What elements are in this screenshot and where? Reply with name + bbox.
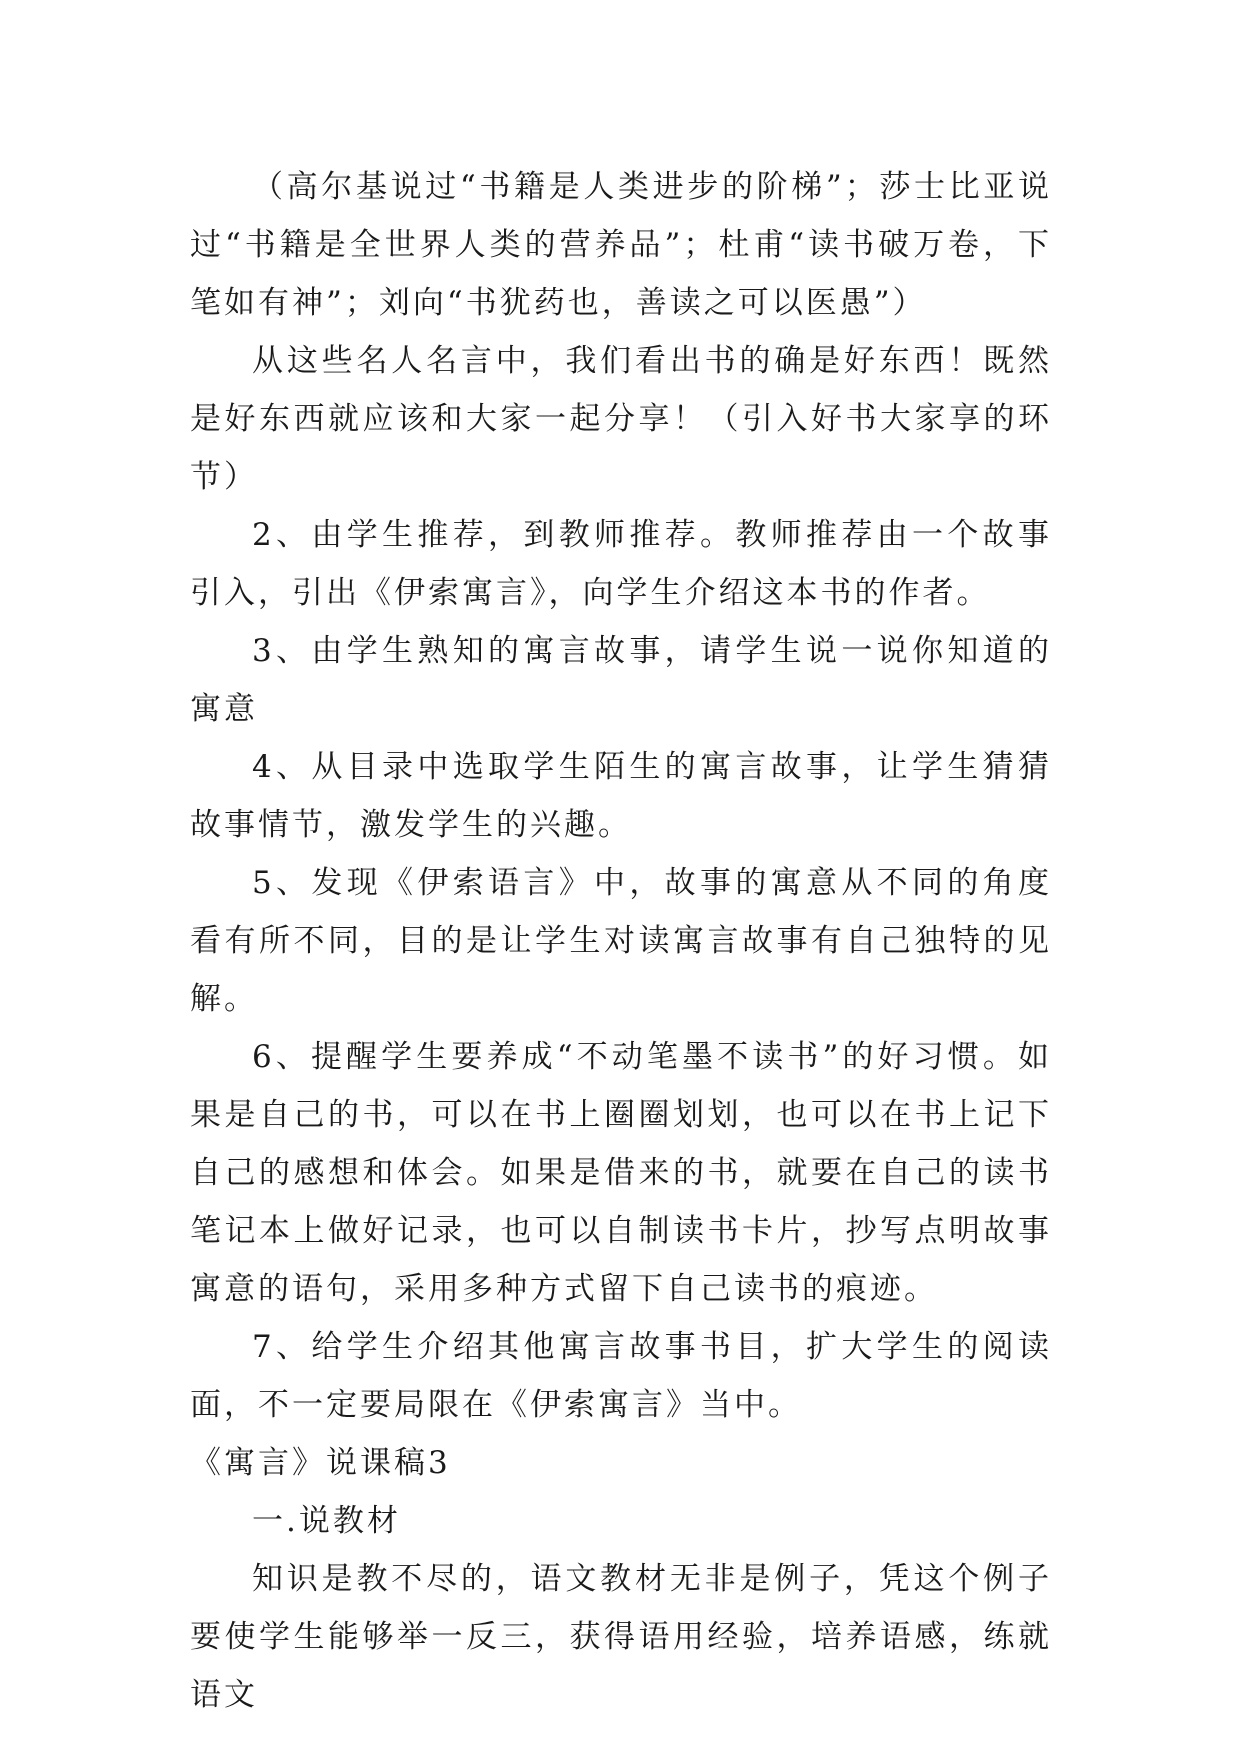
step-4-paragraph: 4、从目录中选取学生陌生的寓言故事，让学生猜猜故事情节，激发学生的兴趣。 bbox=[190, 749, 1052, 843]
step-5-paragraph: 5、发现《伊索语言》中，故事的寓意从不同的角度看有所不同，目的是让学生对读寓言故事有自己独特的见解。 bbox=[190, 865, 1052, 1017]
step-2-paragraph: 2、由学生推荐，到教师推荐。教师推荐由一个故事引入，引出《伊索寓言》，向学生介绍这本书的作者。 bbox=[190, 517, 1052, 611]
step-7-paragraph: 7、给学生介绍其他寓言故事书目，扩大学生的阅读面，不一定要局限在《伊索寓言》当中。 bbox=[190, 1329, 1052, 1423]
step-6-paragraph: 6、提醒学生要养成“不动笔墨不读书”的好习惯。如果是自己的书，可以在书上圈圈划划，也可以在书上记下自己的感想和体会。如果是借来的书，就要在自己的读书笔记本上做好记录，也可以自制读书卡片，抄写点明故事寓意的语句，采用多种方式留下自己读书的痕迹。 bbox=[190, 1039, 1052, 1307]
summary-paragraph: 从这些名人名言中，我们看出书的确是好东西！既然是好东西就应该和大家一起分享！（引入好书大家享的环节） bbox=[190, 343, 1052, 495]
section-title: 《寓言》说课稿3 bbox=[190, 1445, 451, 1481]
step-3-paragraph: 3、由学生熟知的寓言故事，请学生说一说你知道的寓意 bbox=[190, 633, 1052, 727]
document-body bbox=[190, 158, 1052, 1724]
closing-paragraph: 知识是教不尽的，语文教材无非是例子，凭这个例子要使学生能够举一反三，获得语用经验，培养语感，练就语文 bbox=[190, 1561, 1052, 1713]
quote-paragraph: （高尔基说过“书籍是人类进步的阶梯”；莎士比亚说过“书籍是全世界人类的营养品”；杜甫“读书破万卷，下笔如有神”；刘向“书犹药也，善读之可以医愚”） bbox=[190, 169, 1052, 321]
subsection-title: 一.说教材 bbox=[252, 1503, 401, 1539]
